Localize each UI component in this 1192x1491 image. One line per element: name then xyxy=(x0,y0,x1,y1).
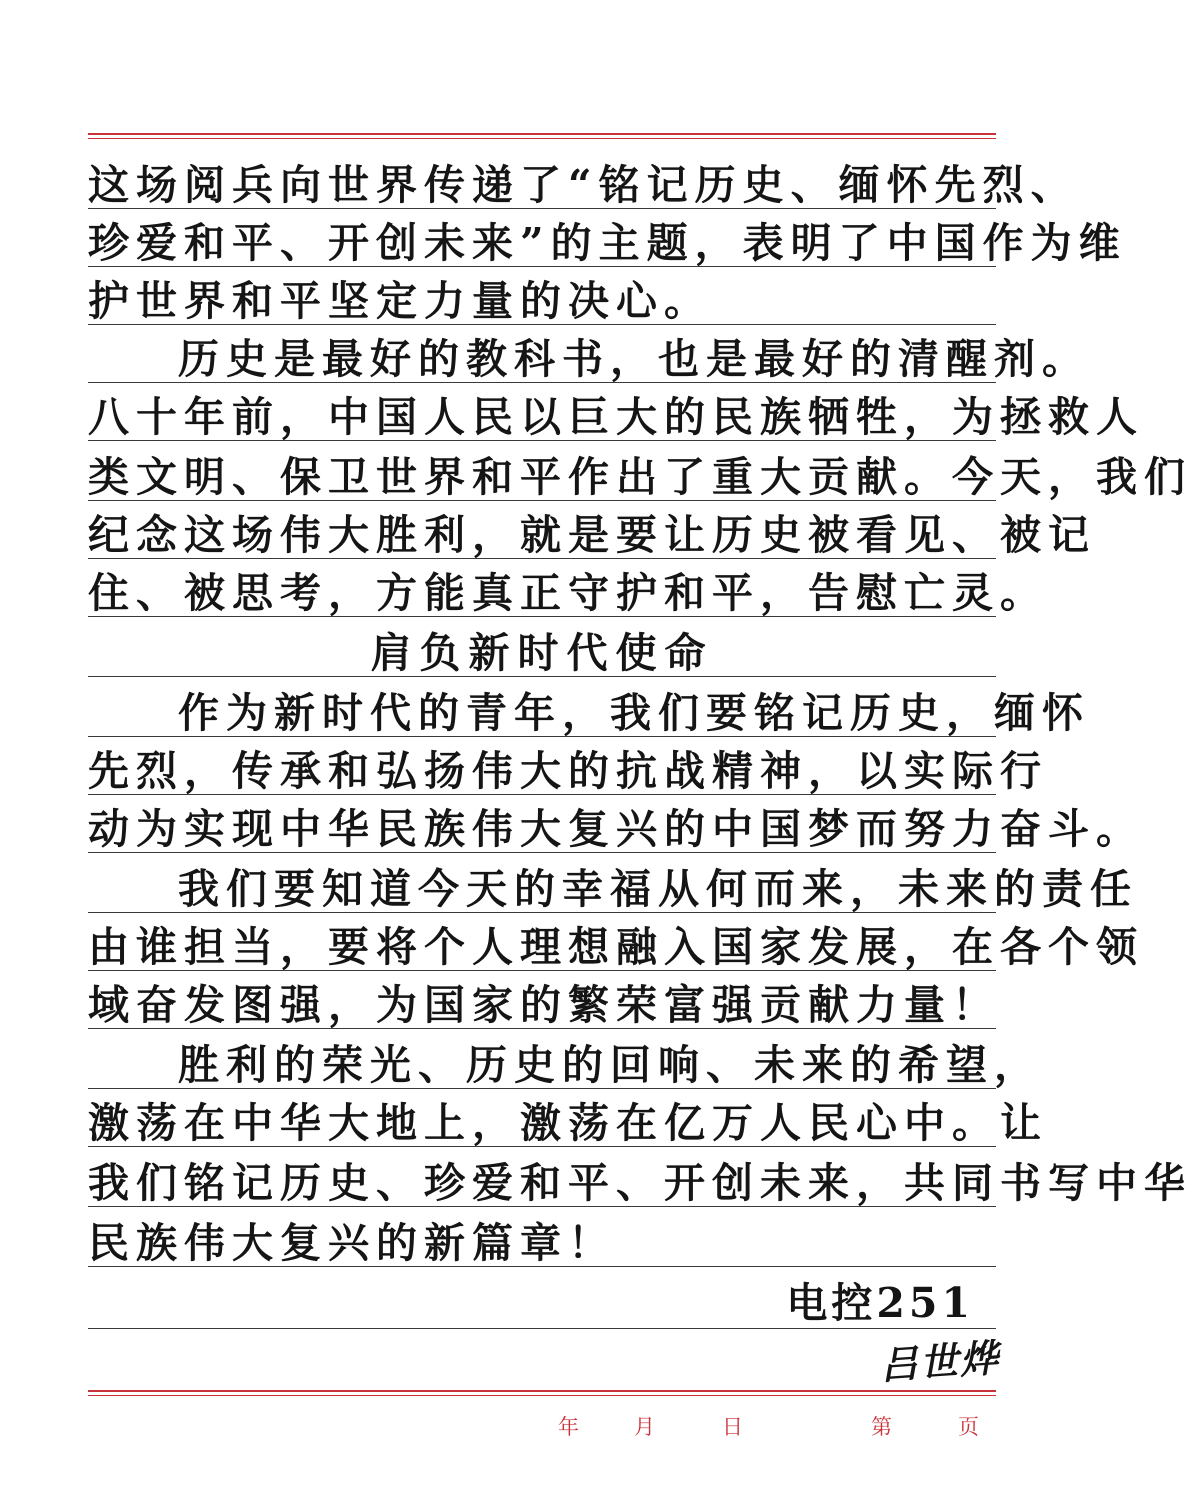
essay-line: 这场阅兵向世界传递了“铭记历史、缅怀先烈、 xyxy=(88,161,1079,209)
essay-line: 作为新时代的青年，我们要铭记历史，缅怀 xyxy=(178,689,1090,737)
essay-line: 先烈，传承和弘扬伟大的抗战精神，以实际行 xyxy=(88,747,1048,795)
essay-line: 历史是最好的教科书，也是最好的清醒剂。 xyxy=(178,335,1090,383)
essay-line: 住、被思考，方能真正守护和平，告慰亡灵。 xyxy=(88,569,1048,617)
bottom-red-double-rule xyxy=(88,1390,996,1396)
footer-year-label: 年 xyxy=(558,1415,579,1439)
essay-line: 八十年前，中国人民以巨大的民族牺牲，为拯救人 xyxy=(88,393,1144,441)
essay-line: 珍爱和平、开创未来”的主题，表明了中国作为维 xyxy=(88,219,1127,267)
section-heading: 肩负新时代使命 xyxy=(370,629,714,677)
essay-line: 域奋发图强，为国家的繁荣富强贡献力量！ xyxy=(88,981,1000,1029)
essay-line: 由谁担当，要将个人理想融入国家发展，在各个领 xyxy=(88,923,1144,971)
essay-line: 激荡在中华大地上，激荡在亿万人民心中。让 xyxy=(88,1099,1048,1147)
footer-month-label: 月 xyxy=(634,1415,655,1439)
footer-page-label: 页 xyxy=(958,1415,979,1439)
class-label: 电控251 xyxy=(786,1279,974,1327)
essay-line: 民族伟大复兴的新篇章！ xyxy=(88,1219,616,1267)
essay-line: 我们铭记历史、珍爱和平、开创未来，共同书写中华 xyxy=(88,1159,1192,1207)
essay-line: 纪念这场伟大胜利，就是要让历史被看见、被记 xyxy=(88,511,1096,559)
signature: 吕世烨 xyxy=(878,1334,1002,1389)
essay-line: 我们要知道今天的幸福从何而来，未来的责任 xyxy=(178,865,1138,913)
footer-number-label: 第 xyxy=(871,1415,892,1439)
essay-line: 类文明、保卫世界和平作出了重大贡献。今天，我们 xyxy=(88,453,1192,501)
essay-line: 胜利的荣光、历史的回响、未来的希望， xyxy=(178,1041,1042,1089)
footer-day-label: 日 xyxy=(722,1415,743,1439)
essay-line: 护世界和平坚定力量的决心。 xyxy=(88,277,712,325)
top-red-double-rule xyxy=(88,133,996,139)
essay-line: 动为实现中华民族伟大复兴的中国梦而努力奋斗。 xyxy=(88,805,1144,853)
